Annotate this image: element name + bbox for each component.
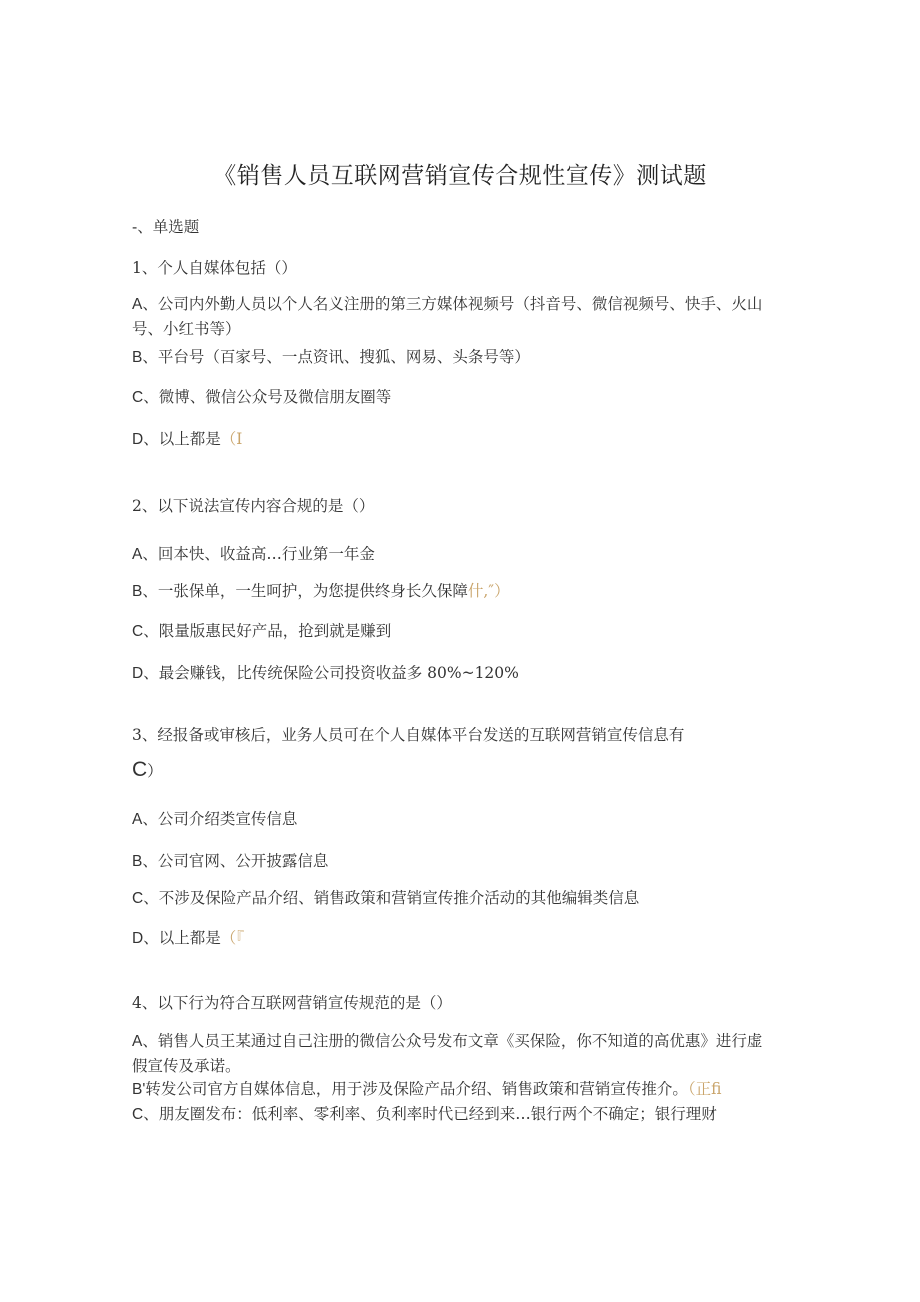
answer-mark: 什,″） — [467, 582, 510, 600]
option-text: 、不涉及保险产品介绍、销售政策和营销宣传推介活动的其他编辑类信息 — [143, 889, 640, 907]
option-letter: C — [132, 1106, 144, 1123]
option-letter: A — [132, 296, 143, 313]
question-2-option-c — [132, 619, 391, 644]
question-2-option-d — [132, 661, 519, 686]
option-text: 、平台号（百家号、一点资讯、搜狐、网易、头条号等） — [142, 348, 530, 366]
option-letter: A — [132, 811, 143, 828]
question-1-option-b — [132, 345, 530, 370]
question-4-option-b — [132, 1077, 721, 1102]
page-title: 《销售人员互联网营销宣传合规性宣传》测试题 — [213, 163, 707, 189]
question-1-stem: 1、个人自媒体包括（） — [132, 259, 297, 277]
question-2-option-a — [132, 542, 375, 567]
option-letter: D — [132, 665, 144, 682]
question-4-option-c — [132, 1102, 717, 1127]
option-text: 、销售人员王某通过自己注册的微信公众号发布文章《买保险，你不知道的高优惠》进行虚假宣传及承诺。 — [132, 1032, 763, 1075]
option-letter: D — [132, 930, 144, 947]
option-text: 、公司官网、公开披露信息 — [142, 852, 329, 870]
option-letter: B — [132, 853, 143, 870]
option-text: 转发公司官方自媒体信息，用于涉及保险产品介绍、销售政策和营销宣传推介。 — [145, 1080, 688, 1098]
option-text: 、一张保单，一生呵护，为您提供终身长久保障 — [142, 582, 468, 600]
answer-letter: C — [132, 758, 148, 781]
question-3-stem: 3、经报备或审核后，业务人员可在个人自媒体平台发送的互联网营销宣传信息有 — [132, 726, 685, 744]
question-4-option-a — [132, 1029, 772, 1078]
option-letter: C — [132, 389, 144, 406]
answer-mark: （正fi — [687, 1080, 722, 1098]
option-text: 、公司介绍类宣传信息 — [142, 810, 298, 828]
option-text: 、回本快、收益高…行业第一年金 — [142, 545, 375, 563]
option-text: 、微博、微信公众号及微信朋友圈等 — [143, 388, 392, 406]
option-letter: B — [132, 349, 143, 366]
stem-tail: ） — [147, 762, 163, 780]
option-text: 、以上都是 — [143, 430, 221, 448]
question-2-stem: 2、以下说法宣传内容合规的是（） — [132, 497, 375, 515]
option-text: 、以上都是 — [143, 929, 221, 947]
question-4-stem: 4、以下行为符合互联网营销宣传规范的是（） — [132, 994, 452, 1012]
option-letter: C — [132, 623, 144, 640]
question-3-stem-continued — [132, 758, 163, 783]
option-text: 、限量版惠民好产品，抢到就是赚到 — [143, 622, 392, 640]
section-heading: -、单选题 — [132, 218, 200, 236]
option-letter: A — [132, 1033, 143, 1050]
option-letter: C — [132, 890, 144, 907]
answer-mark: （『 — [220, 929, 244, 947]
option-text: 、最会赚钱，比传统保险公司投资收益多 80%~120% — [143, 664, 519, 682]
option-letter: D — [132, 431, 144, 448]
question-1-option-c — [132, 385, 391, 410]
option-text: 、公司内外勤人员以个人名义注册的第三方媒体视频号（抖音号、微信视频号、快手、火山号、小红书等） — [132, 295, 763, 338]
answer-mark: （I — [220, 430, 243, 448]
option-letter: B' — [132, 1081, 146, 1098]
question-3-option-a — [132, 807, 297, 832]
option-letter: A — [132, 546, 143, 563]
question-3-option-c — [132, 886, 639, 911]
question-1-option-a — [132, 292, 772, 341]
question-1-option-d — [132, 427, 242, 452]
option-letter: B — [132, 583, 143, 600]
question-3-option-b — [132, 849, 328, 874]
option-text: 、朋友圈发布：低利率、零利率、负利率时代已经到来…银行两个不确定；银行理财 — [143, 1105, 717, 1123]
question-3-option-d — [132, 926, 244, 951]
question-2-option-b — [132, 579, 510, 604]
